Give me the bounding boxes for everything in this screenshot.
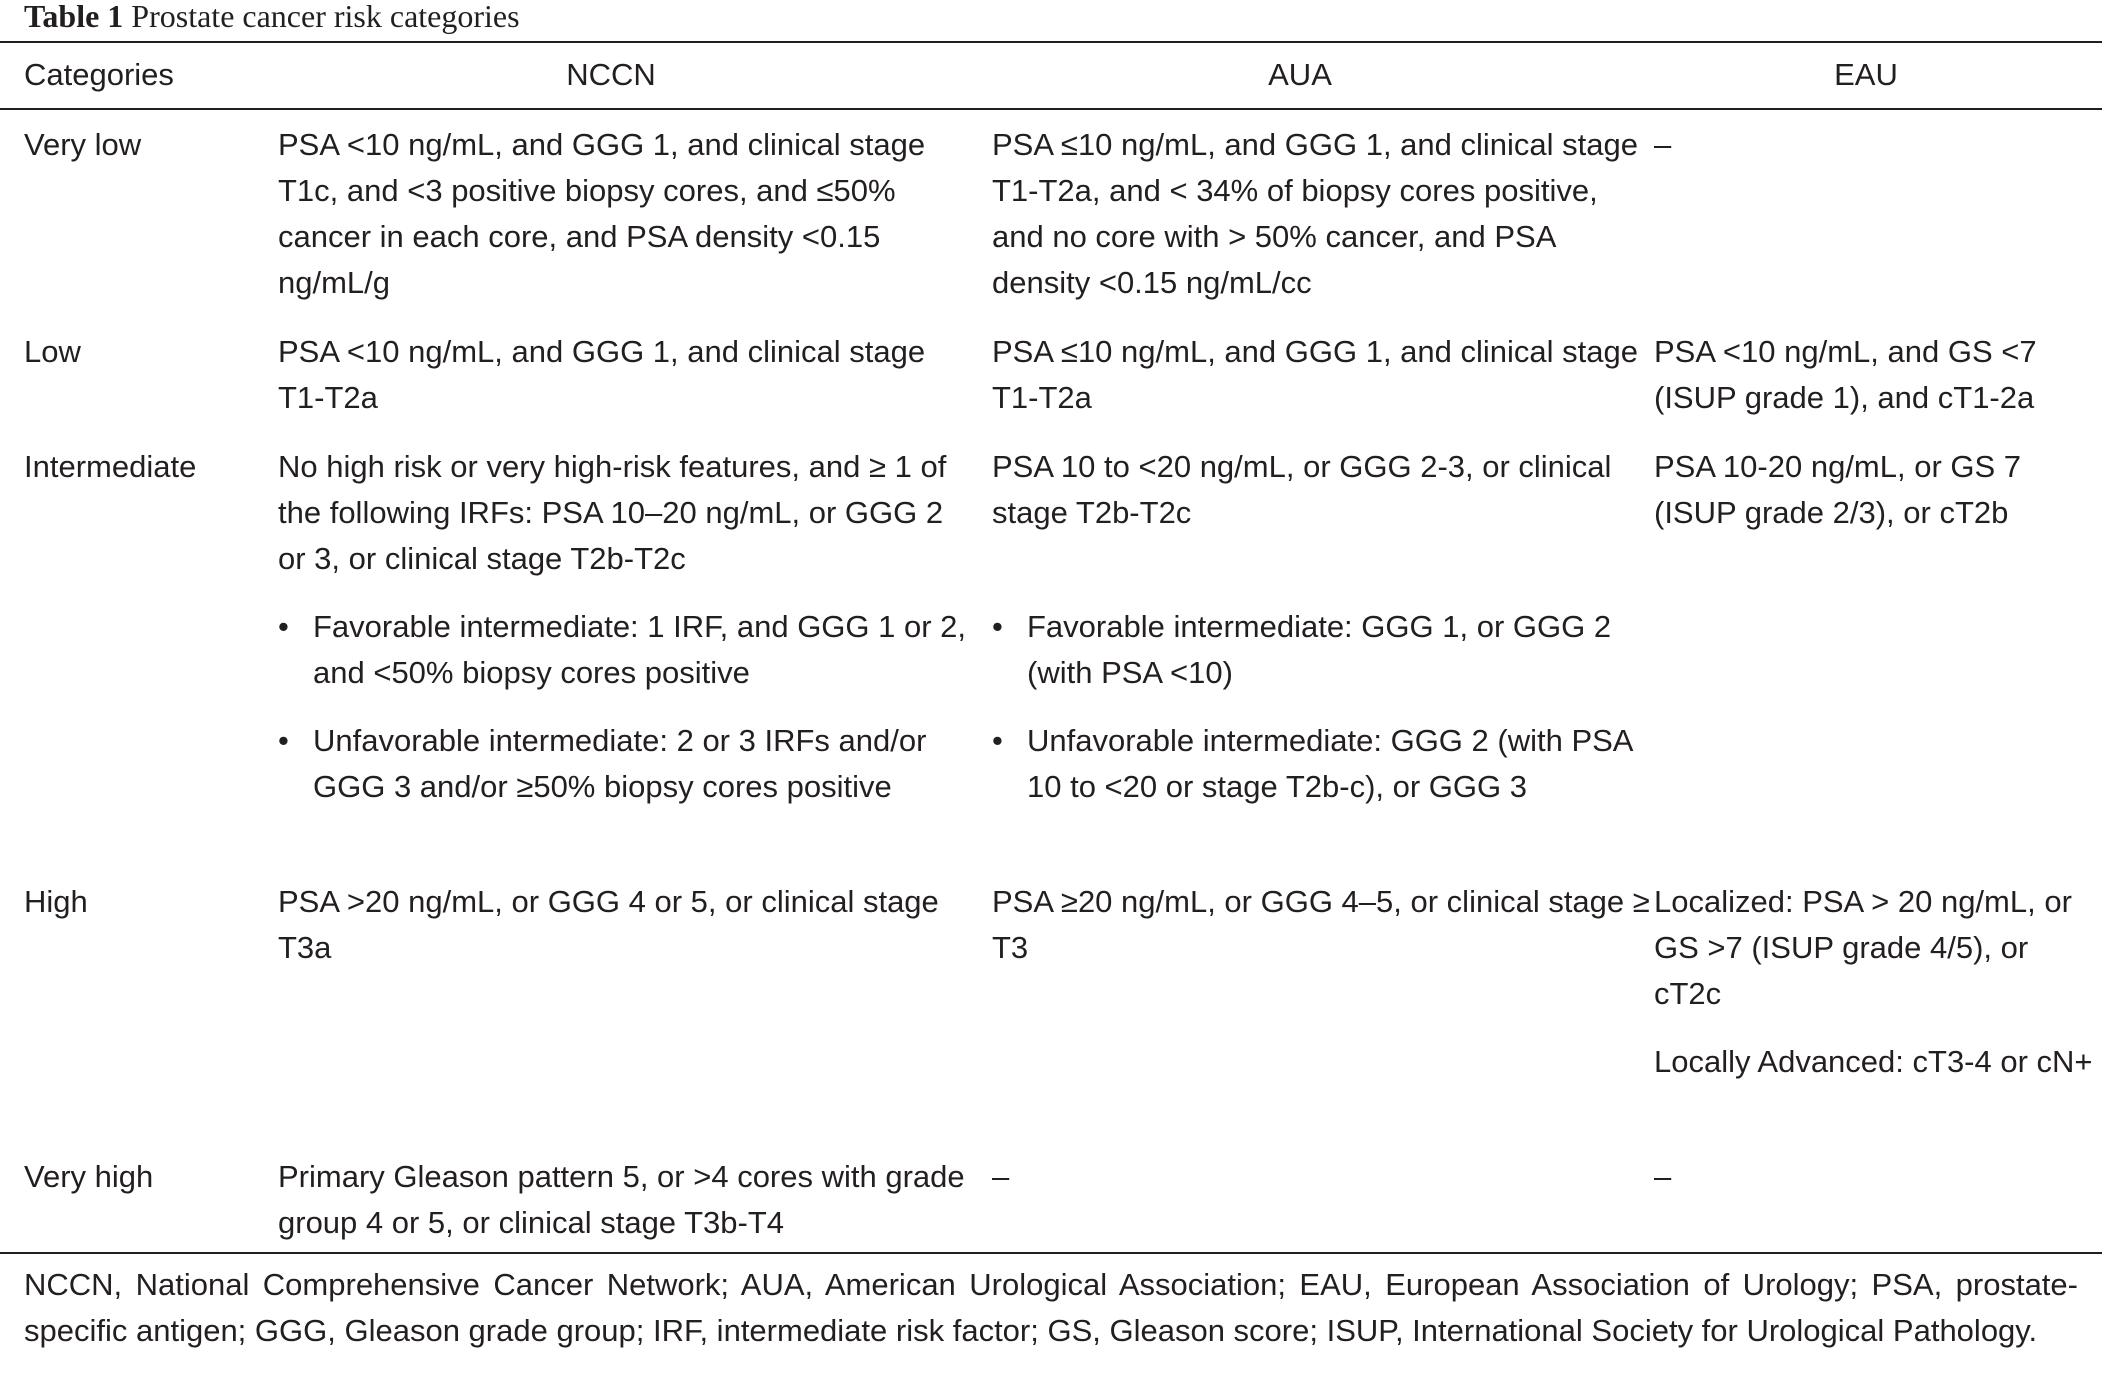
bullet-dot: • — [278, 609, 289, 644]
row-high-eau-localized: Localized: PSA > 20 ng/mL, or GS >7 (ISUP grade 4/5), or cT2c — [1654, 884, 2072, 1011]
table-caption-title: Prostate cancer risk categories — [131, 0, 520, 34]
row-category-very-high: Very high — [24, 1159, 154, 1194]
row-very-low-aua: PSA ≤10 ng/mL, and GGG 1, and clinical stage T1-T2a, and < 34% of biopsy cores positive, and no core with > 50% cancer, and PSA density <0.15 ng/mL/cc — [992, 127, 1638, 300]
row-very-low-nccn: PSA <10 ng/mL, and GGG 1, and clinical stage T1c, and <3 positive biopsy cores, and ≤50% cancer in each core, and PSA density <0.15 ng/mL/g — [278, 127, 926, 300]
bullet-text: Favorable intermediate: 1 IRF, and GGG 1 or 2, and <50% biopsy cores positive — [313, 609, 967, 690]
row-very-low-eau: – — [1654, 127, 1672, 162]
bullet-text: Favorable intermediate: GGG 1, or GGG 2 (with PSA <10) — [1027, 609, 1612, 690]
header-rule — [0, 108, 2102, 110]
row-very-high-eau: – — [1654, 1159, 1672, 1194]
table-footnote: NCCN, National Comprehensive Cancer Network; AUA, American Urological Association; EAU, European Association of Urology; PSA, prostate-specific antigen; GGG, Gleason grade group; IRF, intermediate risk factor; GS, Gleason score; ISUP, International Society for Urological Pathology. — [24, 1267, 2078, 1348]
row-very-high-aua: – — [992, 1159, 1010, 1194]
aua-unfavorable-intermediate-item — [992, 718, 1662, 810]
nccn-favorable-intermediate-item — [278, 604, 978, 696]
bullet-dot: • — [278, 723, 289, 758]
bullet-dot: • — [992, 723, 1003, 758]
header-eau: EAU — [1834, 57, 1898, 92]
row-low-nccn: PSA <10 ng/mL, and GGG 1, and clinical stage T1-T2a — [278, 334, 926, 415]
table-top-rule — [0, 41, 2102, 43]
table-bottom-rule — [0, 1252, 2102, 1254]
row-category-low: Low — [24, 334, 81, 369]
row-intermediate-aua: PSA 10 to <20 ng/mL, or GGG 2-3, or clinical stage T2b-T2c — [992, 449, 1612, 530]
bullet-text: Unfavorable intermediate: 2 or 3 IRFs and/or GGG 3 and/or ≥50% biopsy cores positive — [313, 723, 927, 804]
table-caption-label: Table 1 — [24, 0, 124, 34]
aua-favorable-intermediate-item — [992, 604, 1637, 696]
row-high-aua: PSA ≥20 ng/mL, or GGG 4–5, or clinical stage ≥ T3 — [992, 884, 1650, 965]
header-categories: Categories — [24, 57, 174, 92]
row-high-eau-locally-advanced: Locally Advanced: cT3-4 or cN+ — [1654, 1044, 2093, 1079]
header-nccn: NCCN — [566, 57, 656, 92]
bullet-text: Unfavorable intermediate: GGG 2 (with PSA 10 to <20 or stage T2b-c), or GGG 3 — [1027, 723, 1632, 804]
row-low-aua: PSA ≤10 ng/mL, and GGG 1, and clinical stage T1-T2a — [992, 334, 1638, 415]
nccn-unfavorable-intermediate-item — [278, 718, 978, 810]
header-aua: AUA — [1268, 57, 1332, 92]
row-category-high: High — [24, 884, 88, 919]
row-intermediate-eau: PSA 10-20 ng/mL, or GS 7 (ISUP grade 2/3), or cT2b — [1654, 449, 2022, 530]
row-high-nccn: PSA >20 ng/mL, or GGG 4 or 5, or clinical stage T3a — [278, 884, 939, 965]
row-category-very-low: Very low — [24, 127, 142, 162]
bullet-dot: • — [992, 609, 1003, 644]
row-very-high-nccn: Primary Gleason pattern 5, or >4 cores with grade group 4 or 5, or clinical stage T3b-T4 — [278, 1159, 965, 1240]
row-category-intermediate: Intermediate — [24, 449, 197, 484]
row-low-eau: PSA <10 ng/mL, and GS <7 (ISUP grade 1), and cT1-2a — [1654, 334, 2037, 415]
table-caption — [24, 0, 520, 32]
row-intermediate-nccn: No high risk or very high-risk features, and ≥ 1 of the following IRFs: PSA 10–20 ng/mL, or GGG 2 or 3, or clinical stage T2b-T2c — [278, 449, 947, 576]
